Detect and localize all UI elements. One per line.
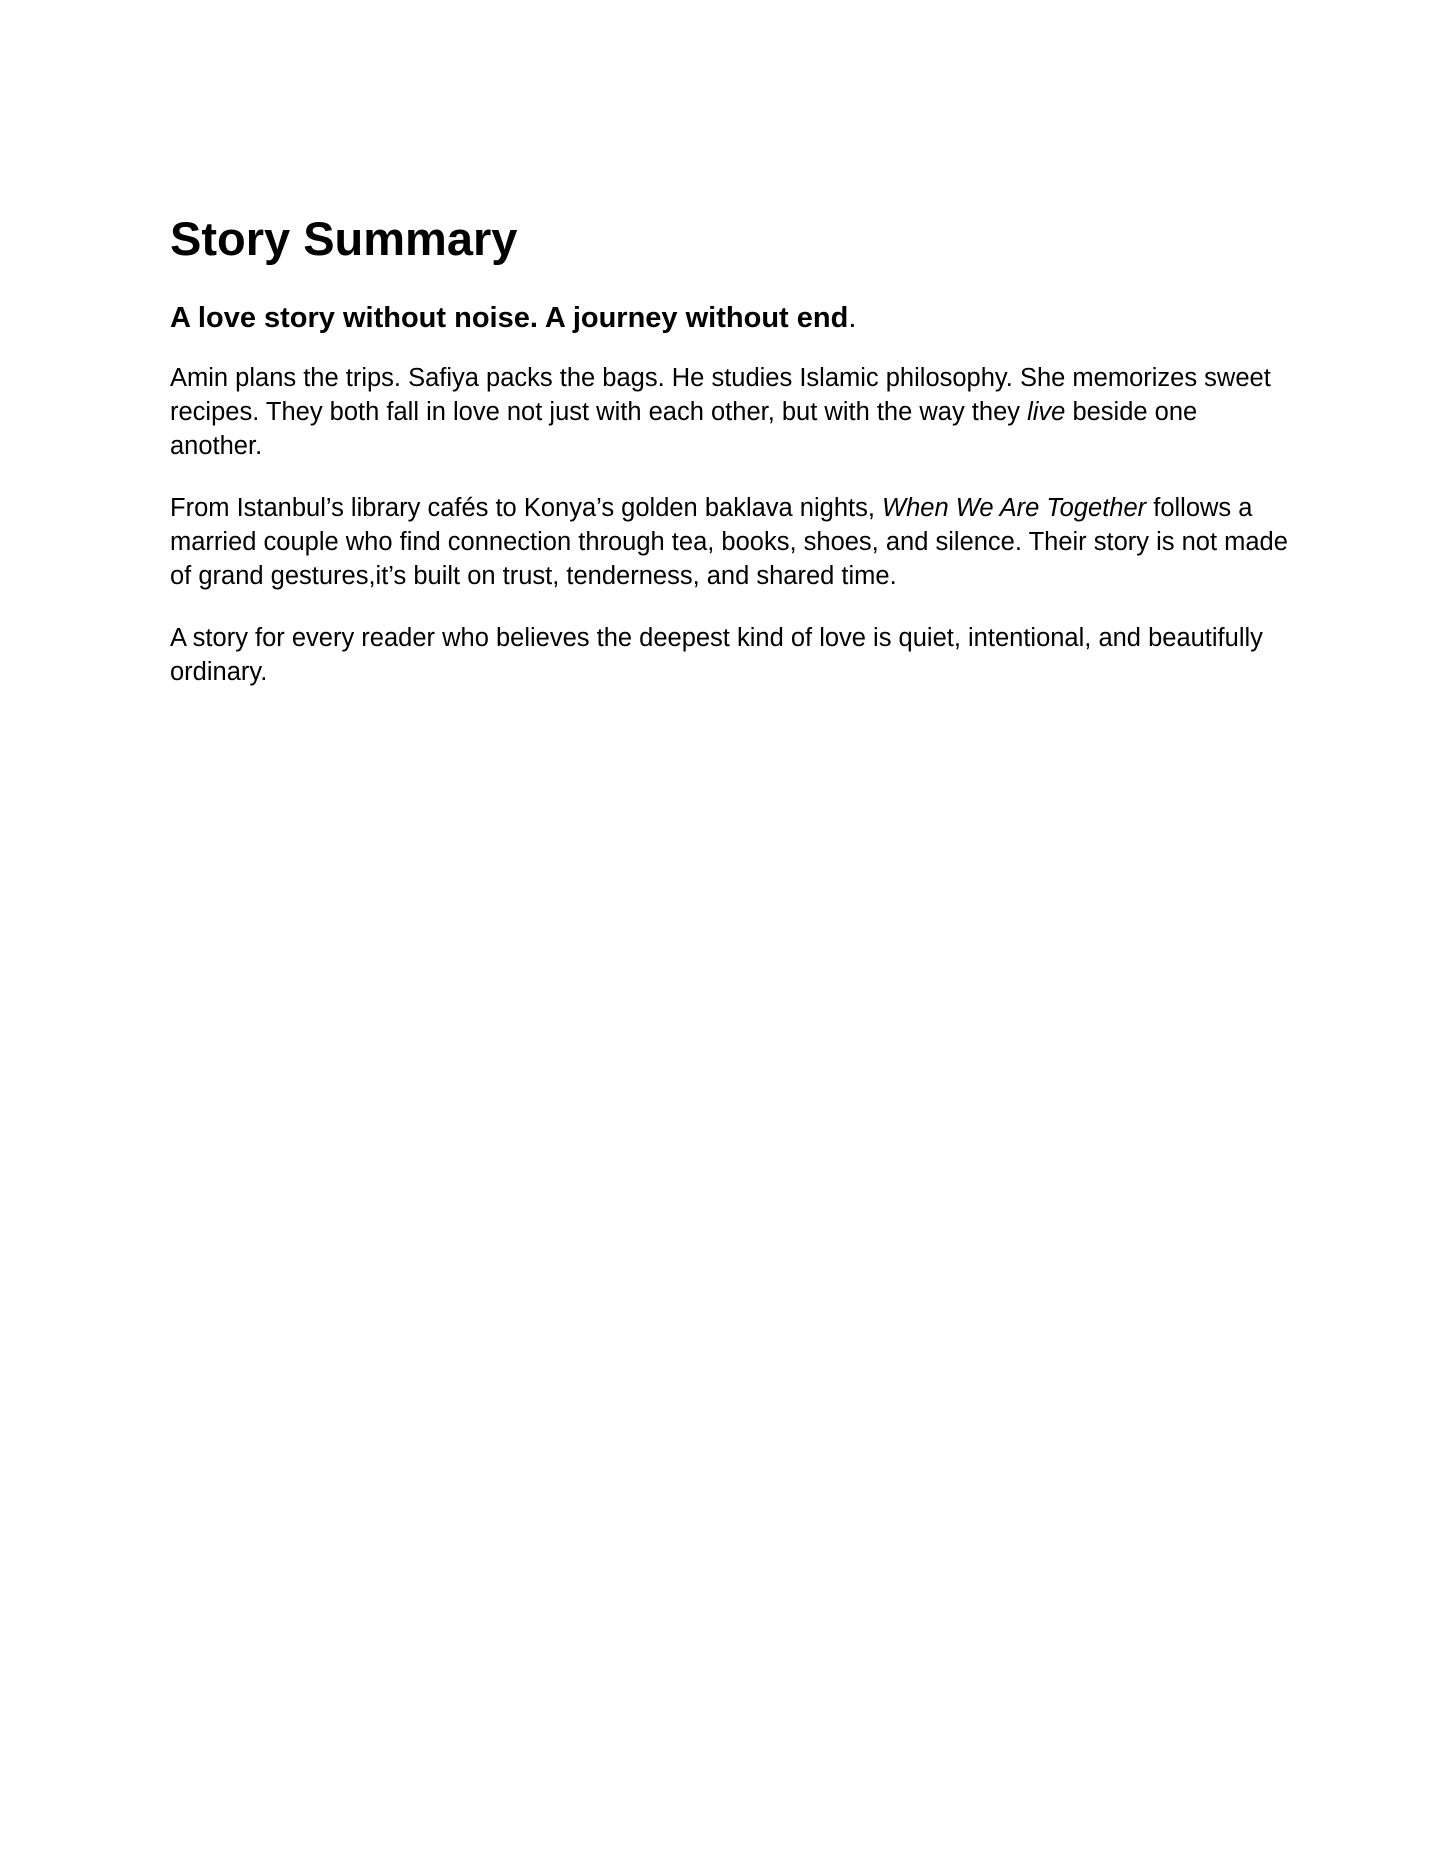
paragraph-1-italic: live bbox=[1027, 398, 1066, 426]
paragraph-1-text-b: beside one another. bbox=[170, 398, 1198, 460]
tagline-period: . bbox=[848, 302, 857, 334]
paragraph-2-text-b: follows a married couple who find connection through tea, books, shoes, and silence. Their story is not made of grand gestures,it’s built on trust, tenderness, and shared time. bbox=[170, 494, 1288, 590]
paragraph-1 bbox=[170, 361, 1290, 463]
tagline-text: A love story without noise. A journey without end bbox=[170, 302, 849, 334]
page-title: Story Summary bbox=[170, 212, 518, 265]
book-title-italic: When We Are Together bbox=[882, 494, 1147, 522]
paragraph-3-text: A story for every reader who believes the deepest kind of love is quiet, intentional, and beautifully ordinary. bbox=[170, 624, 1263, 686]
paragraph-2-text-a: From Istanbul’s library cafés to Konya’s golden baklava nights, bbox=[170, 494, 883, 522]
paragraph-3 bbox=[170, 621, 1290, 689]
tagline bbox=[170, 300, 1290, 336]
paragraph-2 bbox=[170, 491, 1290, 593]
paragraph-1-text-a: Amin plans the trips. Safiya packs the bags. He studies Islamic philosophy. She memorizes sweet recipes. They both fall in love not just with each other, but with the way they bbox=[170, 364, 1271, 426]
document-content bbox=[170, 207, 1290, 689]
